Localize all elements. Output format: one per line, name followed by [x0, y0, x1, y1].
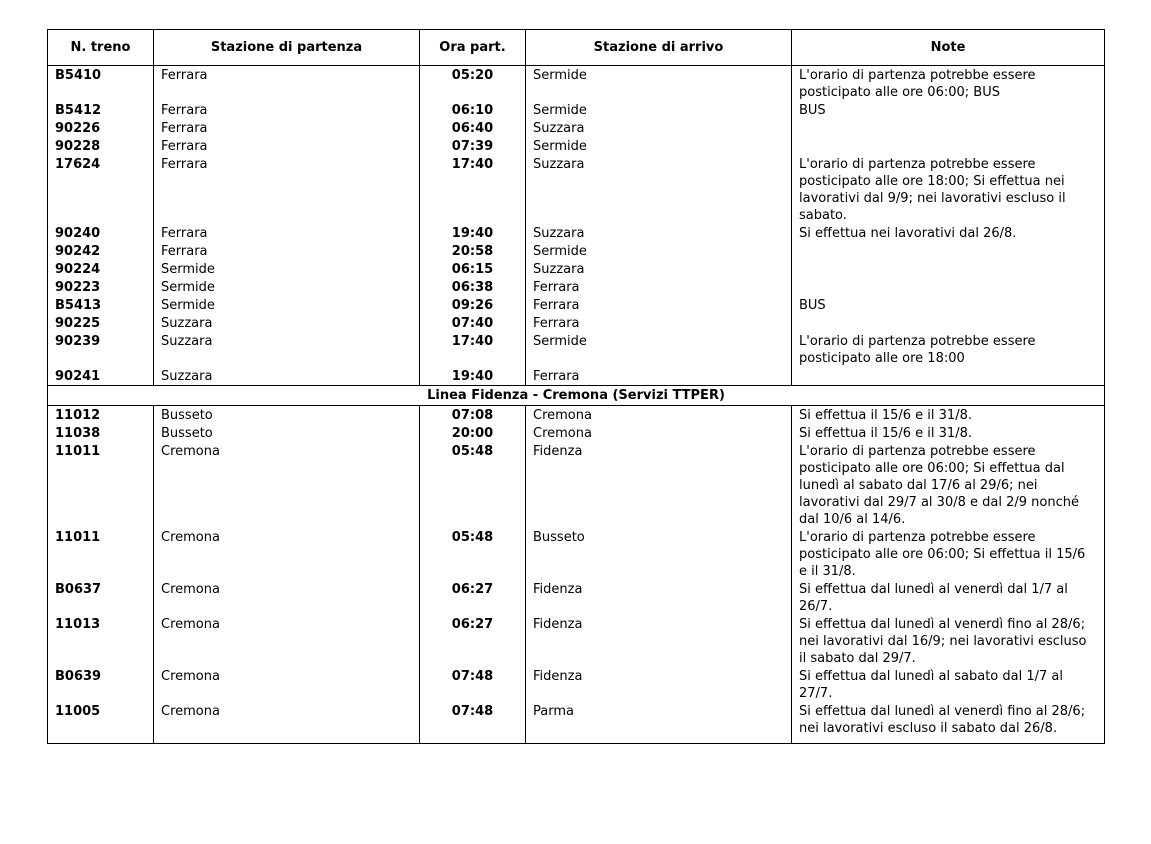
header-notes: Note [792, 30, 1105, 66]
table-row [48, 580, 1105, 615]
cell-departure-station: Ferrara [154, 155, 420, 224]
table-row [48, 332, 1105, 367]
cell-arrival-station: Ferrara [526, 314, 792, 332]
cell-note: BUS [792, 101, 1105, 119]
header-departure-time: Ora part. [420, 30, 526, 66]
cell-departure-station: Ferrara [154, 224, 420, 242]
cell-train-number: 11038 [48, 424, 154, 442]
cell-departure-station: Ferrara [154, 66, 420, 102]
table-row [48, 242, 1105, 260]
cell-note: L'orario di partenza potrebbe essere posticipato alle ore 06:00; Si effettua dal lunedì al sabato dal 17/6 al 29/6; nei lavorativi dal 29/7 al 30/8 e dal 2/9 nonché dal 10/6 al 14/6. [792, 442, 1105, 528]
cell-arrival-station: Suzzara [526, 119, 792, 137]
cell-departure-station: Busseto [154, 424, 420, 442]
cell-note: Si effettua il 15/6 e il 31/8. [792, 406, 1105, 425]
cell-departure-time: 06:38 [420, 278, 526, 296]
cell-departure-station: Sermide [154, 278, 420, 296]
header-train-number: N. treno [48, 30, 154, 66]
cell-arrival-station: Cremona [526, 406, 792, 425]
cell-train-number: 17624 [48, 155, 154, 224]
cell-train-number: 90242 [48, 242, 154, 260]
cell-departure-time: 06:15 [420, 260, 526, 278]
cell-departure-station: Cremona [154, 442, 420, 528]
cell-departure-time: 07:40 [420, 314, 526, 332]
cell-arrival-station: Cremona [526, 424, 792, 442]
cell-departure-station: Cremona [154, 580, 420, 615]
header-departure-station: Stazione di partenza [154, 30, 420, 66]
cell-train-number: 11013 [48, 615, 154, 667]
cell-note [792, 367, 1105, 386]
table-row [48, 702, 1105, 744]
cell-arrival-station: Suzzara [526, 155, 792, 224]
table-row [48, 66, 1105, 102]
cell-departure-station: Suzzara [154, 314, 420, 332]
cell-departure-station: Ferrara [154, 101, 420, 119]
cell-train-number: 90239 [48, 332, 154, 367]
cell-departure-station: Cremona [154, 528, 420, 580]
cell-departure-time: 07:39 [420, 137, 526, 155]
table-row [48, 615, 1105, 667]
cell-departure-time: 06:27 [420, 580, 526, 615]
cell-note: Si effettua dal lunedì al venerdì dal 1/7 al 26/7. [792, 580, 1105, 615]
table-row [48, 137, 1105, 155]
cell-arrival-station: Fidenza [526, 442, 792, 528]
cell-departure-time: 09:26 [420, 296, 526, 314]
table-row [48, 101, 1105, 119]
cell-note [792, 314, 1105, 332]
cell-train-number: 90224 [48, 260, 154, 278]
cell-arrival-station: Suzzara [526, 260, 792, 278]
cell-train-number: B0637 [48, 580, 154, 615]
cell-train-number: 90223 [48, 278, 154, 296]
cell-arrival-station: Ferrara [526, 278, 792, 296]
table-row [48, 528, 1105, 580]
table-row [48, 155, 1105, 224]
cell-train-number: 90240 [48, 224, 154, 242]
cell-departure-station: Cremona [154, 615, 420, 667]
cell-departure-station: Cremona [154, 702, 420, 744]
cell-arrival-station: Fidenza [526, 580, 792, 615]
cell-train-number: B0639 [48, 667, 154, 702]
cell-arrival-station: Sermide [526, 66, 792, 102]
cell-note: L'orario di partenza potrebbe essere posticipato alle ore 06:00; Si effettua il 15/6 e il 31/8. [792, 528, 1105, 580]
table-row [48, 278, 1105, 296]
cell-note: Si effettua nei lavorativi dal 26/8. [792, 224, 1105, 242]
cell-note [792, 260, 1105, 278]
cell-departure-station: Ferrara [154, 242, 420, 260]
cell-note: L'orario di partenza potrebbe essere posticipato alle ore 06:00; BUS [792, 66, 1105, 102]
cell-note [792, 242, 1105, 260]
cell-departure-station: Sermide [154, 260, 420, 278]
cell-arrival-station: Busseto [526, 528, 792, 580]
cell-departure-time: 19:40 [420, 367, 526, 386]
cell-departure-time: 06:10 [420, 101, 526, 119]
table-row [48, 667, 1105, 702]
table-row [48, 367, 1105, 386]
header-row [48, 30, 1105, 66]
cell-note: Si effettua dal lunedì al venerdì fino al 28/6; nei lavorativi dal 16/9; nei lavorativi escluso il sabato dal 29/7. [792, 615, 1105, 667]
cell-departure-time: 07:48 [420, 702, 526, 744]
table-row [48, 406, 1105, 425]
table-row [48, 296, 1105, 314]
table-body-section-b [48, 406, 1105, 744]
cell-arrival-station: Suzzara [526, 224, 792, 242]
cell-note [792, 278, 1105, 296]
cell-arrival-station: Ferrara [526, 296, 792, 314]
cell-train-number: B5410 [48, 66, 154, 102]
cell-arrival-station: Ferrara [526, 367, 792, 386]
cell-train-number: B5413 [48, 296, 154, 314]
cell-departure-station: Suzzara [154, 332, 420, 367]
cell-train-number: 11011 [48, 442, 154, 528]
cell-train-number: 90225 [48, 314, 154, 332]
timetable [47, 29, 1105, 744]
cell-departure-station: Ferrara [154, 137, 420, 155]
cell-arrival-station: Sermide [526, 137, 792, 155]
cell-note: Si effettua dal lunedì al sabato dal 1/7 al 27/7. [792, 667, 1105, 702]
cell-train-number: 90228 [48, 137, 154, 155]
cell-note: L'orario di partenza potrebbe essere posticipato alle ore 18:00; Si effettua nei lavorativi dal 9/9; nei lavorativi escluso il sabato. [792, 155, 1105, 224]
table-row [48, 424, 1105, 442]
cell-note: BUS [792, 296, 1105, 314]
section-row [48, 386, 1105, 406]
cell-note [792, 119, 1105, 137]
cell-departure-time: 05:20 [420, 66, 526, 102]
cell-train-number: 11011 [48, 528, 154, 580]
cell-departure-station: Sermide [154, 296, 420, 314]
cell-departure-time: 20:58 [420, 242, 526, 260]
header-arrival-station: Stazione di arrivo [526, 30, 792, 66]
cell-departure-time: 07:08 [420, 406, 526, 425]
cell-departure-time: 17:40 [420, 332, 526, 367]
section-title: Linea Fidenza - Cremona (Servizi TTPER) [48, 386, 1105, 406]
cell-note [792, 137, 1105, 155]
table-row [48, 260, 1105, 278]
cell-arrival-station: Fidenza [526, 667, 792, 702]
cell-departure-time: 19:40 [420, 224, 526, 242]
cell-departure-station: Cremona [154, 667, 420, 702]
cell-note: L'orario di partenza potrebbe essere posticipato alle ore 18:00 [792, 332, 1105, 367]
table-row [48, 224, 1105, 242]
cell-departure-station: Ferrara [154, 119, 420, 137]
table-row [48, 314, 1105, 332]
cell-arrival-station: Sermide [526, 332, 792, 367]
cell-note: Si effettua dal lunedì al venerdì fino al 28/6; nei lavorativi escluso il sabato dal 26/8. [792, 702, 1105, 744]
cell-departure-station: Busseto [154, 406, 420, 425]
cell-train-number: B5412 [48, 101, 154, 119]
cell-departure-time: 07:48 [420, 667, 526, 702]
cell-arrival-station: Fidenza [526, 615, 792, 667]
cell-train-number: 11005 [48, 702, 154, 744]
cell-arrival-station: Parma [526, 702, 792, 744]
cell-note: Si effettua il 15/6 e il 31/8. [792, 424, 1105, 442]
table-row [48, 442, 1105, 528]
cell-departure-time: 06:40 [420, 119, 526, 137]
cell-train-number: 90226 [48, 119, 154, 137]
cell-train-number: 11012 [48, 406, 154, 425]
cell-departure-time: 06:27 [420, 615, 526, 667]
cell-departure-time: 17:40 [420, 155, 526, 224]
cell-departure-station: Suzzara [154, 367, 420, 386]
cell-arrival-station: Sermide [526, 242, 792, 260]
cell-train-number: 90241 [48, 367, 154, 386]
table-row [48, 119, 1105, 137]
table-body-section-a [48, 66, 1105, 386]
cell-departure-time: 05:48 [420, 442, 526, 528]
cell-departure-time: 20:00 [420, 424, 526, 442]
cell-departure-time: 05:48 [420, 528, 526, 580]
cell-arrival-station: Sermide [526, 101, 792, 119]
